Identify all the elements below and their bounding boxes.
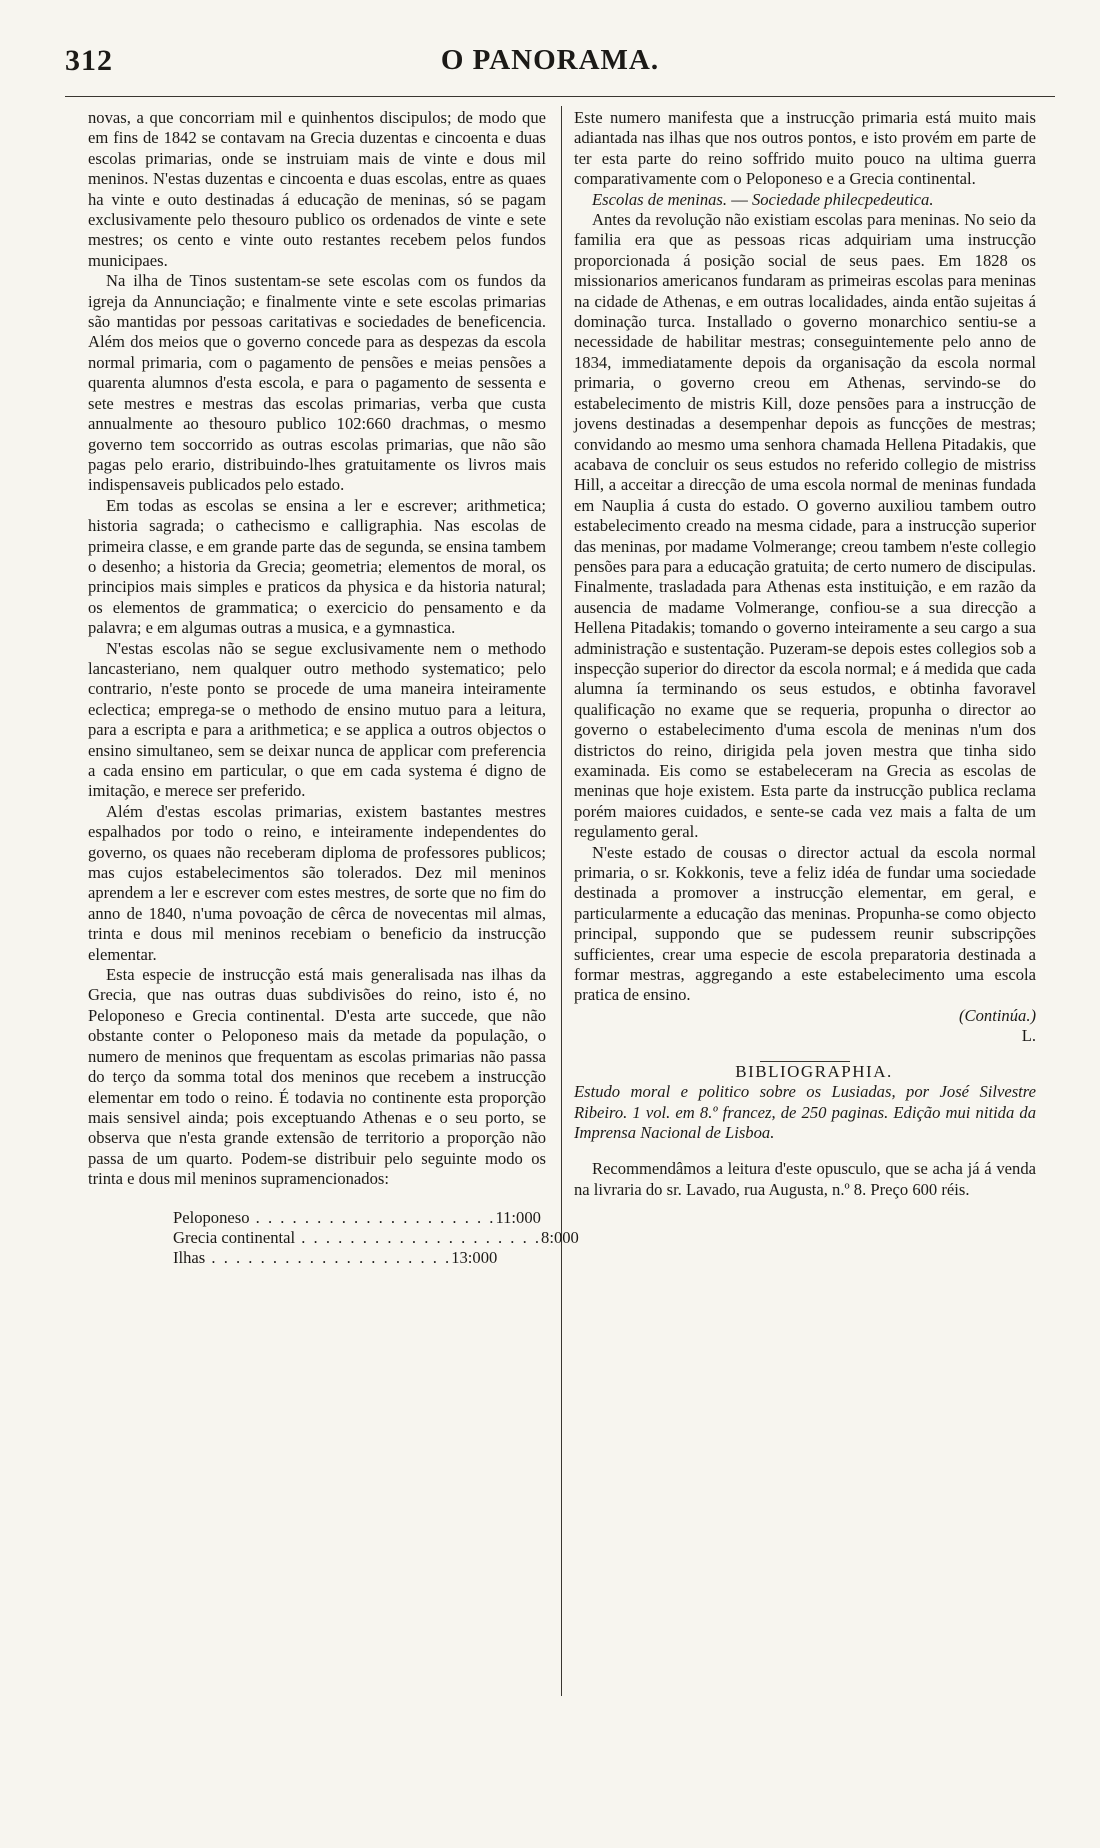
table-count: 8:000 (541, 1227, 579, 1247)
paragraph: novas, a que concorriam mil e quinhentos discipulos; de modo que em fins de 1842 se contavam na Grecia duzentas e cincoenta e duas escolas primarias, onde se instruiam mais de vinte e dous mil meninos. N'estas duzentas e cincoenta e duas escolas, entre as quaes ha vinte e outo destinadas á educação de meninas, só se pagam exclusivamente pelo thesouro publico os ordenados de vinte e sete mestres; os cento e vinte outo restantes recebem pelos fundos municipaes. (88, 108, 546, 270)
subheading-girls-schools: Escolas de meninas. (592, 189, 728, 209)
subheading-society: Sociedade philecpedeutica. (751, 189, 934, 209)
table-row (173, 1207, 541, 1228)
paragraph: Esta especie de instrucção está mais generalisada nas ilhas da Grecia, que nas outras duas subdivisões do reino, isto é, no Peloponeso e Grecia continental. D'esta arte succede, que não obstante conter o Peloponeso mais da metade da população, o numero de meninos que frequentam as escolas primarias não passa do terço da somma total dos meninos que recebem a instrucção elementar em todo o reino. É todavia no continente esta proporção mais sensivel ainda; pois exceptuando Athenas e o seu porto, se observa que n'esta grande extensão de territorio a proporção não passa de um quarto. Podem-se distribuir pelo seguinte modo os trinta e dous mil meninos supramencionados: (88, 965, 546, 1189)
population-table (173, 1207, 579, 1269)
bibliography-entry: Estudo moral e politico sobre os Lusiadas, por José Silvestre Ribeiro. 1 vol. em 8.º francez, de 250 paginas. Edição mui nitida da Imprensa Nacional de Lisboa. (574, 1082, 1036, 1142)
leader-dots: . . . . . . . . . . . . . . . . . . . . (205, 1248, 452, 1268)
table-region: Ilhas (173, 1248, 206, 1268)
header-rule (65, 96, 1055, 97)
table-row (173, 1227, 579, 1248)
paragraph: Na ilha de Tinos sustentam-se sete escolas com os fundos da igreja da Annunciação; e finalmente vinte e sete escolas primarias são mantidas por pessoas caritativas e sociedades de beneficencia. Além dos meios que o governo concede para as despezas da escola normal primaria, com o pagamento de pensões e meias pensões a quarenta alumnos d'esta escola, e para o pagamento de sessenta e sete mestres e mestras das escolas primarias, verba que custa annualmente ao thesouro publico 102:660 drachmas, o mesmo governo tem soccorrido as outras escolas primarias, que não são pagas pelo erario, distribuindo-lhes gratuitamente os livros mais indispensaveis publicados pelo estado. (88, 271, 546, 495)
paragraph: N'este estado de cousas o director actual da escola normal primaria, o sr. Kokkonis, teve a feliz idéa de fundar uma sociedade destinada a promover a instrucção elementar, em geral, e particularmente a educação das meninas. Propunha-se como objecto principal, suppondo que se pudessem reunir subscripções sufficientes, crear uma especie de escola preparatoria destinada a formar mestras, aggregando a este estabelecimento uma escola pratica de ensino. (574, 842, 1036, 1005)
leader-dots: . . . . . . . . . . . . . . . . . . . . (249, 1207, 496, 1227)
journal-title: O PANORAMA. (440, 44, 660, 76)
table-count: 13:000 (451, 1248, 498, 1268)
paragraph: N'estas escolas não se segue exclusivamente nem o methodo lancasteriano, nem qualquer outro methodo systematico; pelo contrario, n'este ponto se procede de uma maneira inteiramente eclectica; emprega-se o methodo de ensino mutuo para a leitura, para a escripta e para a arithmetica; e se applica a outros objectos o ensino simultaneo, sem se deixar nunca de applicar com preferencia a cada ensino em particular, o que em cada systema é digno de imitação, e merece ser preferido. (88, 638, 546, 801)
table-row (173, 1248, 498, 1268)
table-region: Grecia continental (173, 1227, 296, 1247)
column-divider (561, 106, 562, 1696)
table-count: 11:000 (495, 1207, 541, 1227)
paragraph: Em todas as escolas se ensina a ler e escrever; arithmetica; historia sagrada; o cathecismo e calligraphia. Nas escolas de primeira classe, e em grande parte das de segunda, se ensina tambem o desenho; a historia da Grecia; geometria; elementos de moral, os principios mais simples e praticos da physica e da historia natural; os elementos de grammatica; o exercicio do pensamento e da palavra; e em algumas outras a musica, e a gymnastica. (88, 495, 546, 638)
bibliography-heading: BIBLIOGRAPHIA. (735, 1061, 893, 1081)
continued-note: (Continúa.) (959, 1005, 1036, 1025)
page-header (65, 44, 1035, 86)
subheading-separator: — (731, 189, 748, 209)
table-region: Peloponeso (173, 1207, 250, 1227)
paragraph: Antes da revolução não existiam escolas para meninas. No seio da familia era que as pessoas ricas adquiriam uma instrucção proporcionada á posição social de seus paes. Em 1828 os missionarios americanos fundaram as primeiras escolas para meninas na cidade de Athenas, e em outras localidades, ainda então sujeitas á dominação turca. Installado o governo monarchico sentiu-se a necessidade de habilitar mestras; conseguintemente pelo anno de 1834, immediatamente depois da organisação da escola normal primaria, o governo creou em Athenas, servindo-se do estabelecimento de mistris Kill, doze pensões para a instrucção de jovens destinadas a desempenhar depois as funcções de mestras; convidando ao mesmo uma senhora chamada Hellena Pitadakis, que acabava de concluir os seus estudos no referido collegio de mistriss Hill, a acceitar a direcção de uma escola normal de meninas fundada em Nauplia á custa do estado. O governo auxiliou tambem outro estabelecimento creado na mesma cidade, para a instrucção superior das meninas, por madame Volmerange; creou tambem n'este collegio pensões para para a educação gratuita; de certo numero de discipulas. Finalmente, trasladada para Athenas esta instituição, e em razão da ausencia de madame Volmerange, confiou-se a sua direcção a Hellena Pitadakis; tomando o governo inteiramente a seu cargo a sua administração e sustentação. Puzeram-se depois estes collegios sob a inspecção superior do director da escola normal; e á medida que cada alumna ía terminando os seus estudos, e obtinha favoravel qualificação no exame que se requeria, propunha o director ao governo o estabelecimento d'uma escola de meninas n'um dos districtos do reino, dirigida pela joven mestra que tinha sido examinada. Eis como se estabeleceram na Grecia as escolas de meninas que hoje existem. Esta parte da instrucção publica reclama porém maiores cuidados, e sente-se cada vez mais a falta de um regulamento geral. (574, 210, 1036, 842)
section-subheading (574, 190, 1036, 210)
leader-dots: . . . . . . . . . . . . . . . . . . . . (295, 1227, 542, 1247)
author-signature: L. (1021, 1026, 1036, 1046)
bibliography-note: Recommendâmos a leitura d'este opusculo, que se acha já á venda na livraria do sr. Lavado, rua Augusta, n.º 8. Preço 600 réis. (574, 1159, 1036, 1199)
paragraph: Além d'estas escolas primarias, existem bastantes mestres espalhados por todo o reino, e inteiramente independentes do governo, os quaes não receberam diploma de professores publicos; mas cujos estabelecimentos são tolerados. Dez mil meninos aprendem a ler e escrever com estes mestres, de sorte que no fim do anno de 1840, n'uma povoação de cêrca de novecentas mil almas, trinta e dous mil meninos recebiam o beneficio da instrucção elementar. (88, 801, 546, 964)
paragraph: Este numero manifesta que a instrucção primaria está muito mais adiantada nas ilhas que nos outros pontos, e isto provém em parte de ter esta parte do reino soffrido muito pouco na ultima guerra comparativamente com o Peloponeso e a Grecia continental. (574, 108, 1036, 189)
page-number: 312 (65, 44, 113, 77)
right-column (574, 108, 1036, 1200)
left-column (88, 108, 579, 1269)
